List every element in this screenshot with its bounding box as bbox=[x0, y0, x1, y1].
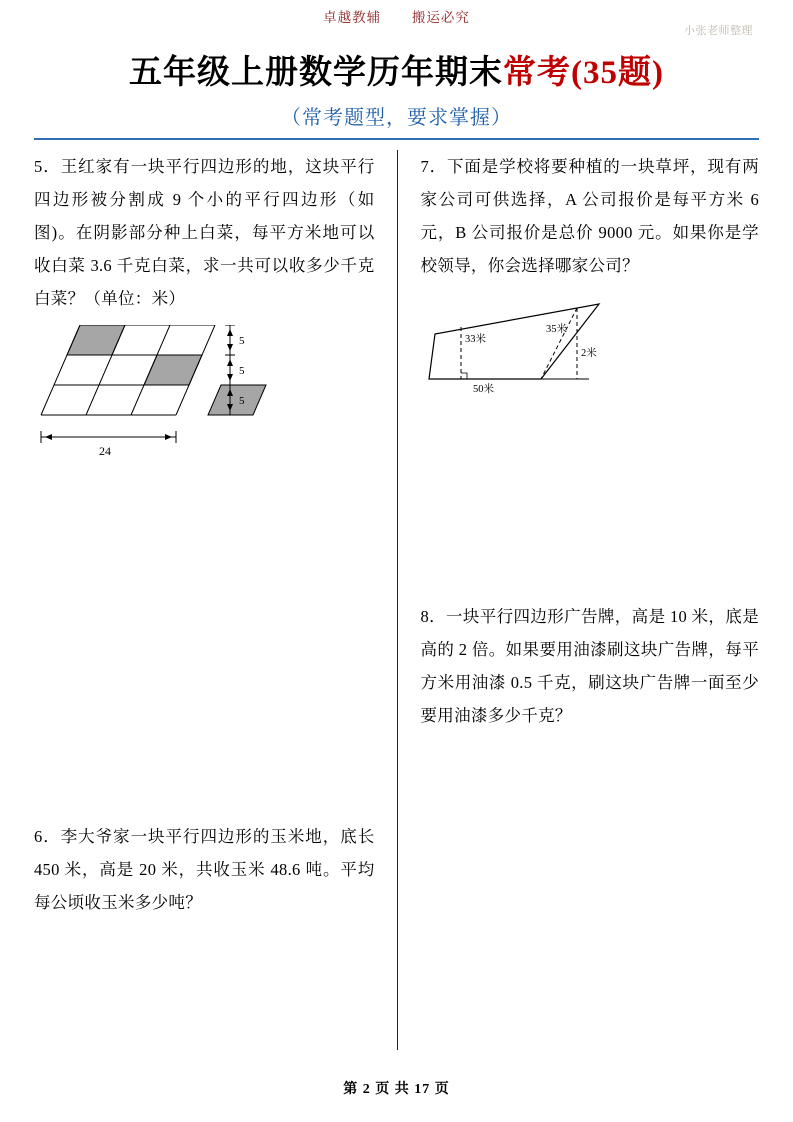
side-label-2: 5 bbox=[239, 365, 245, 377]
right-spacer bbox=[421, 414, 760, 600]
title-main: 五年级上册数学历年期末 bbox=[129, 55, 503, 91]
page-title bbox=[34, 46, 759, 93]
side-label-3: 5 bbox=[239, 395, 245, 407]
bottom-label: 24 bbox=[99, 444, 111, 458]
watermark-text: 小张老师整理 bbox=[684, 25, 753, 37]
page-subtitle: （常考题型，要求掌握） bbox=[281, 107, 512, 129]
bottom-length-label: 50米 bbox=[472, 384, 494, 395]
parallelogram-grid-figure bbox=[40, 325, 375, 475]
question-columns bbox=[34, 150, 759, 1050]
title-highlight: 常考(35题) bbox=[503, 55, 664, 91]
question-5: 5．王红家有一块平行四边形的地，这块平行四边形被分割成 9 个小的平行四边形（如图)。在阴影部分种上白菜，每平方米地可以收白菜 3.6 千克白菜，求一共可以收多少千克白菜？（单位：米） bbox=[34, 157, 375, 308]
lawn-trapezoid-figure bbox=[421, 294, 760, 414]
side-label-1: 5 bbox=[239, 335, 245, 347]
question-6: 6．李大爷家一块平行四边形的玉米地，底长 450 米，高是 20 米，共收玉米 48.6 吨。平均每公顷收玉米多少吨？ bbox=[34, 827, 375, 912]
small-side-label: 2米 bbox=[580, 348, 597, 359]
brand-right: 搬运必究 bbox=[411, 10, 470, 25]
right-column bbox=[397, 150, 760, 1050]
brand-line bbox=[34, 6, 759, 26]
right-height-label: 35米 bbox=[545, 324, 567, 335]
page-footer: 第 2 页 共 17 页 bbox=[343, 1082, 450, 1097]
question-7: 7．下面是学校将要种植的一块草坪，现有两家公司可供选择，A 公司报价是每平方米 6 元，B 公司报价是总价 9000 元。如果你是学校领导，你会选择哪家公司？ bbox=[420, 157, 759, 275]
brand-left: 卓越教辅 bbox=[323, 10, 382, 25]
question-8: 8．一块平行四边形广告牌，高是 10 米，底是高的 2 倍。如果要用油漆刷这块广告牌，每平方米用油漆 0.5 千克，刷这块广告牌一面至少要用油漆多少千克？ bbox=[420, 607, 759, 725]
left-spacer bbox=[34, 475, 375, 820]
left-height-label: 33米 bbox=[464, 334, 486, 345]
left-column bbox=[34, 150, 397, 1050]
page-header bbox=[34, 0, 759, 37]
header-divider bbox=[34, 138, 759, 140]
